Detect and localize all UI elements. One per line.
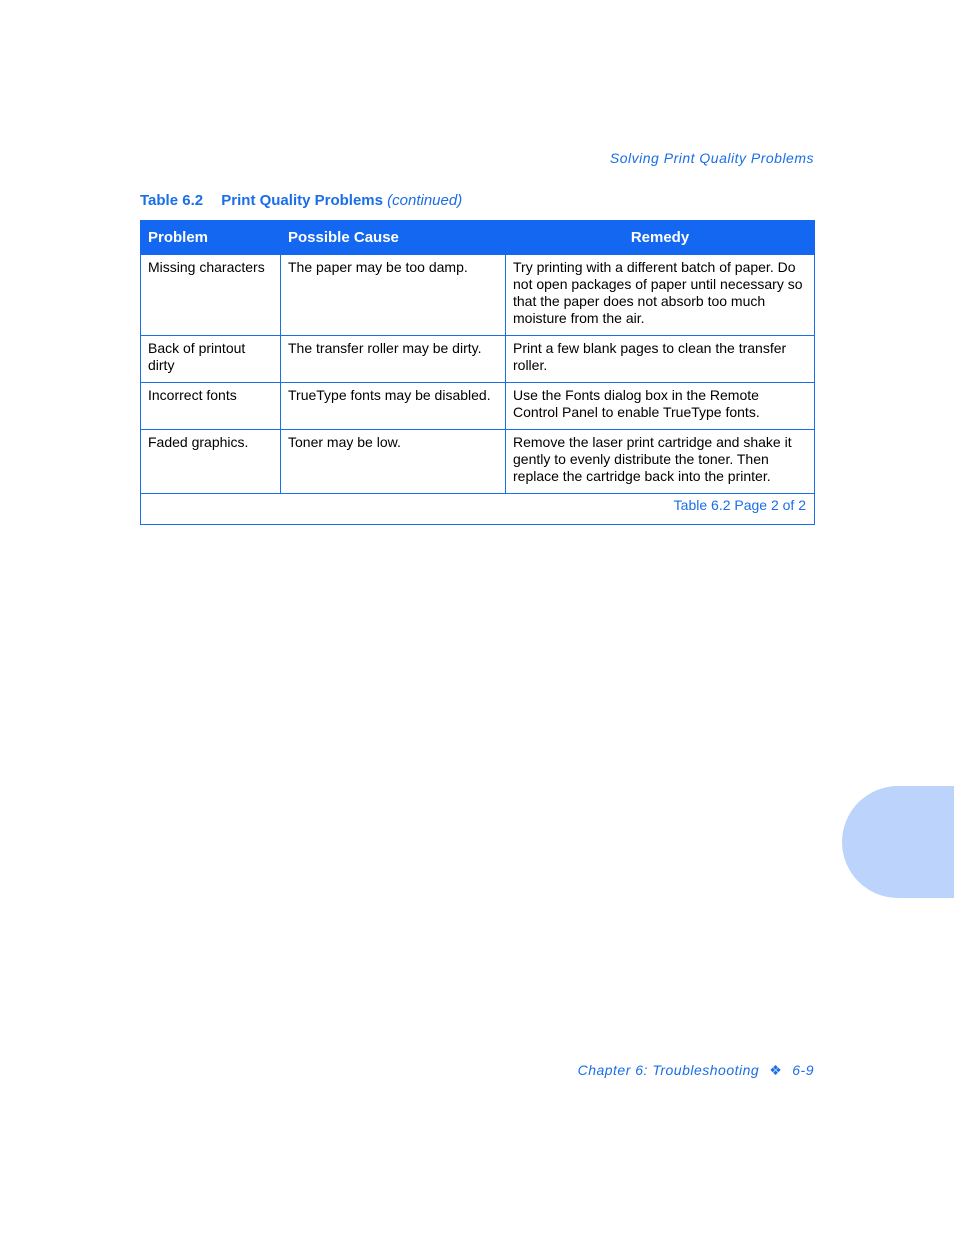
remedy-cell: Try printing with a different batch of paper. Do not open packages of paper until necessary so that the paper does not absorb too much moisture from the air. — [506, 255, 815, 336]
table-caption — [140, 192, 462, 209]
cause-cell: The paper may be too damp. — [281, 255, 506, 336]
table-row — [141, 430, 815, 494]
table-row — [141, 336, 815, 383]
table-page-indicator: Table 6.2 Page 2 of 2 — [141, 494, 815, 525]
running-header: Solving Print Quality Problems — [609, 150, 814, 166]
column-header-cause: Possible Cause — [281, 221, 506, 255]
column-header-problem: Problem — [141, 221, 281, 255]
column-header-remedy: Remedy — [506, 221, 815, 255]
chapter-label: Chapter 6: Troubleshooting — [577, 1062, 760, 1078]
problem-cell: Back of printout dirty — [141, 336, 281, 383]
problem-cell: Missing characters — [141, 255, 281, 336]
table-continued-label: (continued) — [387, 192, 463, 209]
table-title: Print Quality Problems — [221, 192, 383, 209]
table-footer-row — [141, 494, 815, 525]
cause-cell: TrueType fonts may be disabled. — [281, 383, 506, 430]
page-number: 6-9 — [792, 1062, 814, 1078]
cause-cell: Toner may be low. — [281, 430, 506, 494]
problem-cell: Faded graphics. — [141, 430, 281, 494]
chapter-thumb-tab — [842, 786, 954, 898]
table-row — [141, 255, 815, 336]
remedy-cell: Remove the laser print cartridge and shake it gently to evenly distribute the toner. Then replace the cartridge back into the printer. — [506, 430, 815, 494]
remedy-cell: Use the Fonts dialog box in the Remote Control Panel to enable TrueType fonts. — [506, 383, 815, 430]
table-row — [141, 383, 815, 430]
table-header-row — [141, 221, 815, 255]
remedy-cell: Print a few blank pages to clean the transfer roller. — [506, 336, 815, 383]
cause-cell: The transfer roller may be dirty. — [281, 336, 506, 383]
problem-cell: Incorrect fonts — [141, 383, 281, 430]
diamond-separator-icon: ❖ — [769, 1062, 783, 1078]
table-number: Table 6.2 — [140, 192, 204, 209]
running-footer — [578, 1062, 814, 1079]
print-quality-table — [140, 220, 815, 525]
